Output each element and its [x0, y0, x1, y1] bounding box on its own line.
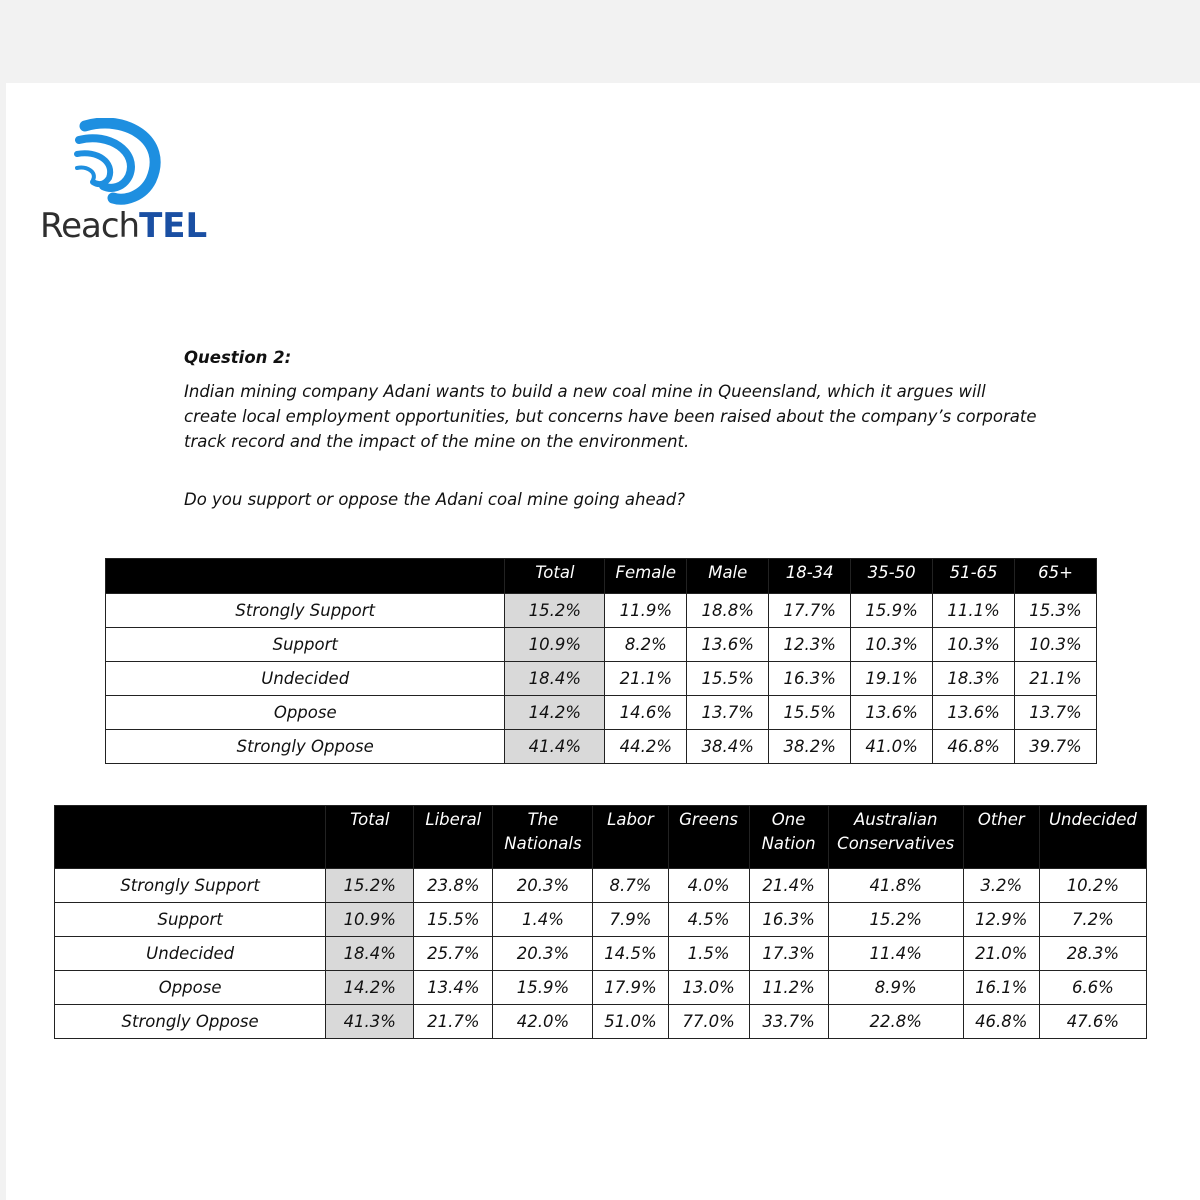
column-header: Liberal — [414, 806, 493, 869]
table-cell: 11.1% — [933, 594, 1015, 628]
column-header: Other — [963, 806, 1039, 869]
row-label: Undecided — [55, 937, 326, 971]
column-header: Undecided — [1039, 806, 1146, 869]
table-cell: 20.3% — [493, 937, 593, 971]
table-cell: 16.1% — [963, 971, 1039, 1005]
table-cell: 17.3% — [749, 937, 828, 971]
table-cell: 12.9% — [963, 903, 1039, 937]
table-cell: 21.1% — [605, 662, 687, 696]
total-cell: 14.2% — [326, 971, 414, 1005]
table-row — [106, 696, 1097, 730]
table-cell: 6.6% — [1039, 971, 1146, 1005]
table-cell: 42.0% — [493, 1005, 593, 1039]
table-cell: 10.3% — [1015, 628, 1097, 662]
row-label: Undecided — [106, 662, 505, 696]
row-label: Support — [106, 628, 505, 662]
question-text: Indian mining company Adani wants to build a new coal mine in Queensland, which it argues will create local employment opportunities, but concerns have been raised about the company’s corporate track record and the impact of the mine on the environment. — [184, 382, 1037, 451]
demographics-table — [105, 558, 1097, 764]
table-cell: 13.4% — [414, 971, 493, 1005]
column-header: One Nation — [749, 806, 828, 869]
table-cell: 13.7% — [1015, 696, 1097, 730]
table-cell: 8.7% — [593, 869, 668, 903]
table-cell: 15.3% — [1015, 594, 1097, 628]
column-header — [106, 559, 505, 594]
table-cell: 15.9% — [851, 594, 933, 628]
table-row — [55, 869, 1147, 903]
table-cell: 3.2% — [963, 869, 1039, 903]
table-cell: 13.6% — [851, 696, 933, 730]
table-cell: 1.4% — [493, 903, 593, 937]
question-title: Question 2: — [184, 348, 292, 367]
column-header — [55, 806, 326, 869]
table-cell: 15.5% — [687, 662, 769, 696]
table-row — [106, 594, 1097, 628]
column-header: 18-34 — [769, 559, 851, 594]
brand-wordmark: ReachTEL — [40, 206, 208, 246]
table-cell: 47.6% — [1039, 1005, 1146, 1039]
row-label: Oppose — [106, 696, 505, 730]
table-cell: 4.0% — [668, 869, 749, 903]
row-label: Strongly Oppose — [55, 1005, 326, 1039]
table-row — [106, 730, 1097, 764]
table-cell: 18.3% — [933, 662, 1015, 696]
table-cell: 22.8% — [828, 1005, 963, 1039]
table-row — [106, 662, 1097, 696]
table-cell: 13.0% — [668, 971, 749, 1005]
column-header: 65+ — [1015, 559, 1097, 594]
spiral-logo-icon — [65, 118, 165, 208]
column-header: Greens — [668, 806, 749, 869]
table-cell: 15.5% — [414, 903, 493, 937]
total-cell: 10.9% — [326, 903, 414, 937]
table-cell: 16.3% — [769, 662, 851, 696]
row-label: Oppose — [55, 971, 326, 1005]
table-cell: 44.2% — [605, 730, 687, 764]
table-cell: 13.6% — [933, 696, 1015, 730]
table-cell: 11.9% — [605, 594, 687, 628]
table-row — [55, 903, 1147, 937]
table-cell: 12.3% — [769, 628, 851, 662]
row-label: Support — [55, 903, 326, 937]
party-table — [54, 805, 1147, 1039]
table-cell: 10.2% — [1039, 869, 1146, 903]
total-cell: 18.4% — [326, 937, 414, 971]
total-cell: 18.4% — [505, 662, 605, 696]
table-cell: 14.6% — [605, 696, 687, 730]
table-cell: 77.0% — [668, 1005, 749, 1039]
total-cell: 14.2% — [505, 696, 605, 730]
table-cell: 25.7% — [414, 937, 493, 971]
column-header: 51-65 — [933, 559, 1015, 594]
table-cell: 21.0% — [963, 937, 1039, 971]
table-cell: 1.5% — [668, 937, 749, 971]
table-cell: 16.3% — [749, 903, 828, 937]
total-cell: 15.2% — [505, 594, 605, 628]
table-row — [55, 971, 1147, 1005]
row-label: Strongly Support — [55, 869, 326, 903]
column-header: The Nationals — [493, 806, 593, 869]
table-cell: 18.8% — [687, 594, 769, 628]
table-cell: 11.2% — [749, 971, 828, 1005]
table-cell: 33.7% — [749, 1005, 828, 1039]
table-cell: 21.7% — [414, 1005, 493, 1039]
table-cell: 17.9% — [593, 971, 668, 1005]
column-header: Male — [687, 559, 769, 594]
table-cell: 14.5% — [593, 937, 668, 971]
table-cell: 23.8% — [414, 869, 493, 903]
document-page — [6, 83, 1200, 1200]
table-cell: 4.5% — [668, 903, 749, 937]
column-header: Total — [505, 559, 605, 594]
total-cell: 10.9% — [505, 628, 605, 662]
row-label: Strongly Oppose — [106, 730, 505, 764]
table-cell: 15.5% — [769, 696, 851, 730]
table-cell: 41.8% — [828, 869, 963, 903]
table-cell: 21.4% — [749, 869, 828, 903]
table-cell: 7.2% — [1039, 903, 1146, 937]
table-cell: 13.6% — [687, 628, 769, 662]
column-header: Australian Conservatives — [828, 806, 963, 869]
row-label: Strongly Support — [106, 594, 505, 628]
table-cell: 38.2% — [769, 730, 851, 764]
table-cell: 51.0% — [593, 1005, 668, 1039]
table-cell: 17.7% — [769, 594, 851, 628]
table-row — [106, 628, 1097, 662]
table-cell: 38.4% — [687, 730, 769, 764]
table-cell: 11.4% — [828, 937, 963, 971]
table-cell: 13.7% — [687, 696, 769, 730]
table-cell: 8.9% — [828, 971, 963, 1005]
table-cell: 15.2% — [828, 903, 963, 937]
question-block — [184, 348, 1064, 509]
table-row — [55, 937, 1147, 971]
header-row — [106, 559, 1097, 594]
column-header: Total — [326, 806, 414, 869]
table-cell: 15.9% — [493, 971, 593, 1005]
table-cell: 28.3% — [1039, 937, 1146, 971]
column-header: 35-50 — [851, 559, 933, 594]
table-cell: 7.9% — [593, 903, 668, 937]
table-cell: 8.2% — [605, 628, 687, 662]
table-cell: 10.3% — [933, 628, 1015, 662]
table-cell: 46.8% — [963, 1005, 1039, 1039]
table-cell: 19.1% — [851, 662, 933, 696]
question-ask: Do you support or oppose the Adani coal mine going ahead? — [184, 490, 685, 509]
total-cell: 41.3% — [326, 1005, 414, 1039]
total-cell: 15.2% — [326, 869, 414, 903]
column-header: Labor — [593, 806, 668, 869]
table-cell: 21.1% — [1015, 662, 1097, 696]
table-cell: 46.8% — [933, 730, 1015, 764]
total-cell: 41.4% — [505, 730, 605, 764]
column-header: Female — [605, 559, 687, 594]
table-cell: 20.3% — [493, 869, 593, 903]
table-row — [55, 1005, 1147, 1039]
table-cell: 41.0% — [851, 730, 933, 764]
table-cell: 39.7% — [1015, 730, 1097, 764]
header-row — [55, 806, 1147, 869]
table-cell: 10.3% — [851, 628, 933, 662]
reachtel-logo — [40, 118, 208, 248]
